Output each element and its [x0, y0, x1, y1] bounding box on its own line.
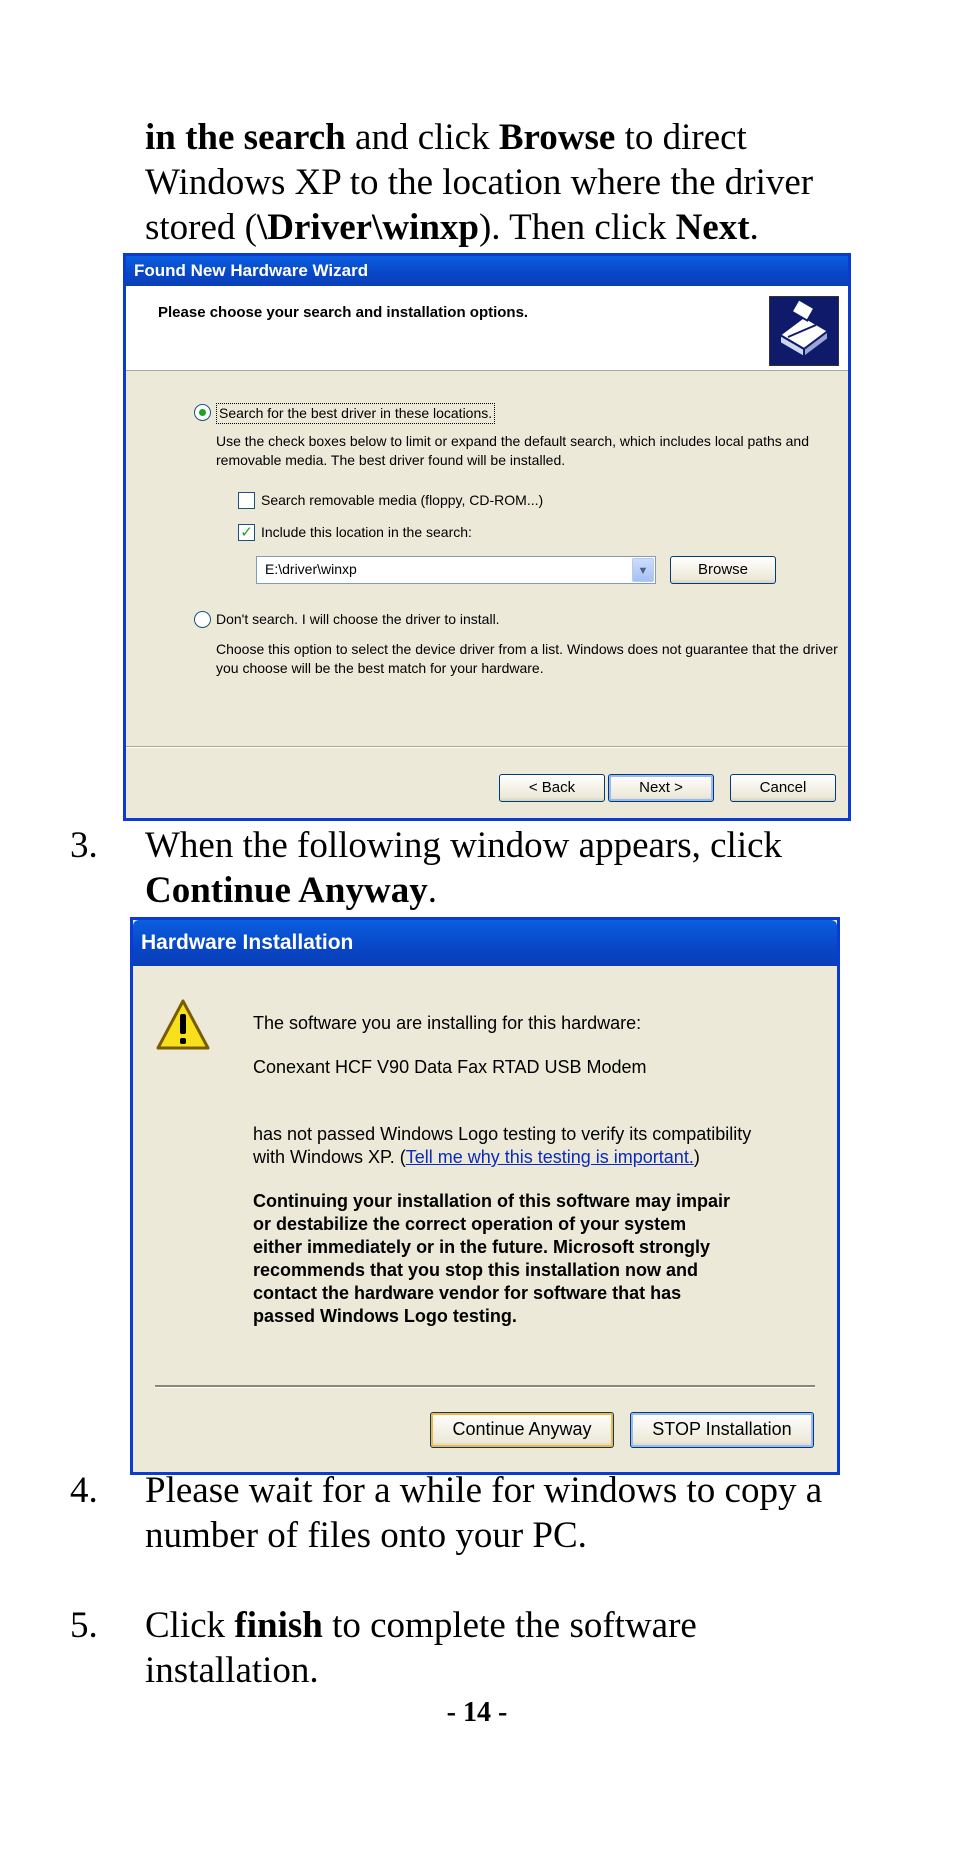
warning-line: or destabilize the correct operation of your system: [253, 1214, 687, 1234]
warning-line: recommends that you stop this installation now and: [253, 1260, 699, 1280]
include-location-checkbox[interactable]: ✓: [238, 524, 255, 541]
text: ). Then click: [478, 207, 676, 248]
intro-line-1: [145, 115, 747, 160]
browse-button[interactable]: Browse: [670, 556, 776, 584]
wizard-heading: Please choose your search and installation options.: [158, 304, 529, 321]
back-button[interactable]: < Back: [499, 774, 605, 802]
removable-media-label[interactable]: Search removable media (floppy, CD-ROM...): [261, 492, 544, 508]
chevron-down-icon[interactable]: ▼: [632, 558, 654, 582]
warning-line: either immediately or in the future. Microsoft strongly: [253, 1237, 711, 1257]
stop-installation-button[interactable]: STOP Installation: [630, 1412, 814, 1448]
wizard-title-bar: Found New Hardware Wizard: [126, 256, 848, 286]
logo-testing-line-2: [253, 1146, 700, 1168]
step-3-number: 3.: [70, 825, 98, 866]
dont-search-label[interactable]: Don't search. I will choose the driver to install.: [216, 611, 500, 627]
intro-line-2: Windows XP to the location where the driver: [145, 162, 814, 203]
bold-continue-anyway: Continue Anyway: [145, 870, 428, 911]
search-best-driver-label[interactable]: Search for the best driver in these locations.: [216, 403, 495, 424]
warning-line: Continuing your installation of this software may impair: [253, 1191, 731, 1211]
dont-search-description: Choose this option to select the device driver from a list. Windows does not guarantee that the driver you choose will be the best match for your hardware.: [216, 641, 838, 676]
location-path-combobox[interactable]: [256, 556, 656, 584]
text: with Windows XP. (: [253, 1147, 406, 1167]
hardware-wizard-icon: [769, 296, 839, 366]
search-description: Use the check boxes below to limit or expand the default search, which includes local paths and removable media. The best driver found will be installed.: [216, 433, 810, 468]
bold-in-the-search: in the search: [145, 117, 346, 158]
step-5-number: 5.: [70, 1605, 98, 1646]
continue-anyway-button[interactable]: Continue Anyway: [430, 1412, 614, 1448]
text: ): [693, 1147, 700, 1167]
logo-testing-line-1: has not passed Windows Logo testing to verify its compatibility: [253, 1124, 752, 1144]
text: .: [427, 870, 437, 911]
intro-line-3: [145, 205, 759, 250]
text: .: [749, 207, 759, 248]
software-installing-line: The software you are installing for this hardware:: [253, 1013, 642, 1033]
dont-search-radio[interactable]: [194, 611, 211, 628]
bold-driver-path: \Driver\winxp: [257, 207, 479, 248]
wizard-divider: [126, 746, 848, 748]
tell-me-why-link[interactable]: Tell me why this testing is important.: [405, 1147, 694, 1167]
text: to complete the software: [322, 1605, 697, 1646]
search-best-driver-radio[interactable]: [194, 404, 211, 421]
page-number: - 14 -: [446, 1697, 508, 1728]
bold-finish: finish: [234, 1605, 323, 1646]
next-button[interactable]: Next >: [608, 774, 714, 802]
bold-next: Next: [675, 207, 750, 248]
step-4-line-2: number of files onto your PC.: [145, 1515, 587, 1556]
text: Click: [145, 1605, 235, 1646]
removable-media-checkbox[interactable]: [238, 492, 255, 509]
step-4-line-1: Please wait for a while for windows to copy a: [145, 1470, 823, 1511]
step-5-line-2: installation.: [145, 1650, 319, 1691]
warning-line: contact the hardware vendor for software that has: [253, 1283, 682, 1303]
include-location-label[interactable]: Include this location in the search:: [261, 524, 472, 540]
step-3-line-2: [145, 868, 437, 913]
text: and click: [345, 117, 499, 158]
device-name: Conexant HCF V90 Data Fax RTAD USB Modem: [253, 1057, 647, 1077]
hardware-installation-window: [130, 917, 840, 1475]
step-4-number: 4.: [70, 1470, 98, 1511]
warning-icon: [155, 998, 211, 1052]
hardware-installation-title-bar: Hardware Installation: [133, 920, 837, 966]
location-path-value: E:\driver\winxp: [265, 561, 357, 577]
cancel-button[interactable]: Cancel: [730, 774, 836, 802]
bold-browse: Browse: [498, 117, 616, 158]
compatibility-warning: [253, 1190, 823, 1328]
step-3-text: When the following window appears, click: [145, 825, 783, 866]
step-5-line-1: [145, 1603, 697, 1648]
warning-line: passed Windows Logo testing.: [253, 1306, 517, 1326]
found-new-hardware-wizard-window: [123, 253, 851, 821]
wizard-header-panel: [126, 286, 848, 371]
text: to direct: [615, 117, 747, 158]
text: stored (: [145, 207, 257, 248]
dialog-divider: [155, 1385, 815, 1388]
